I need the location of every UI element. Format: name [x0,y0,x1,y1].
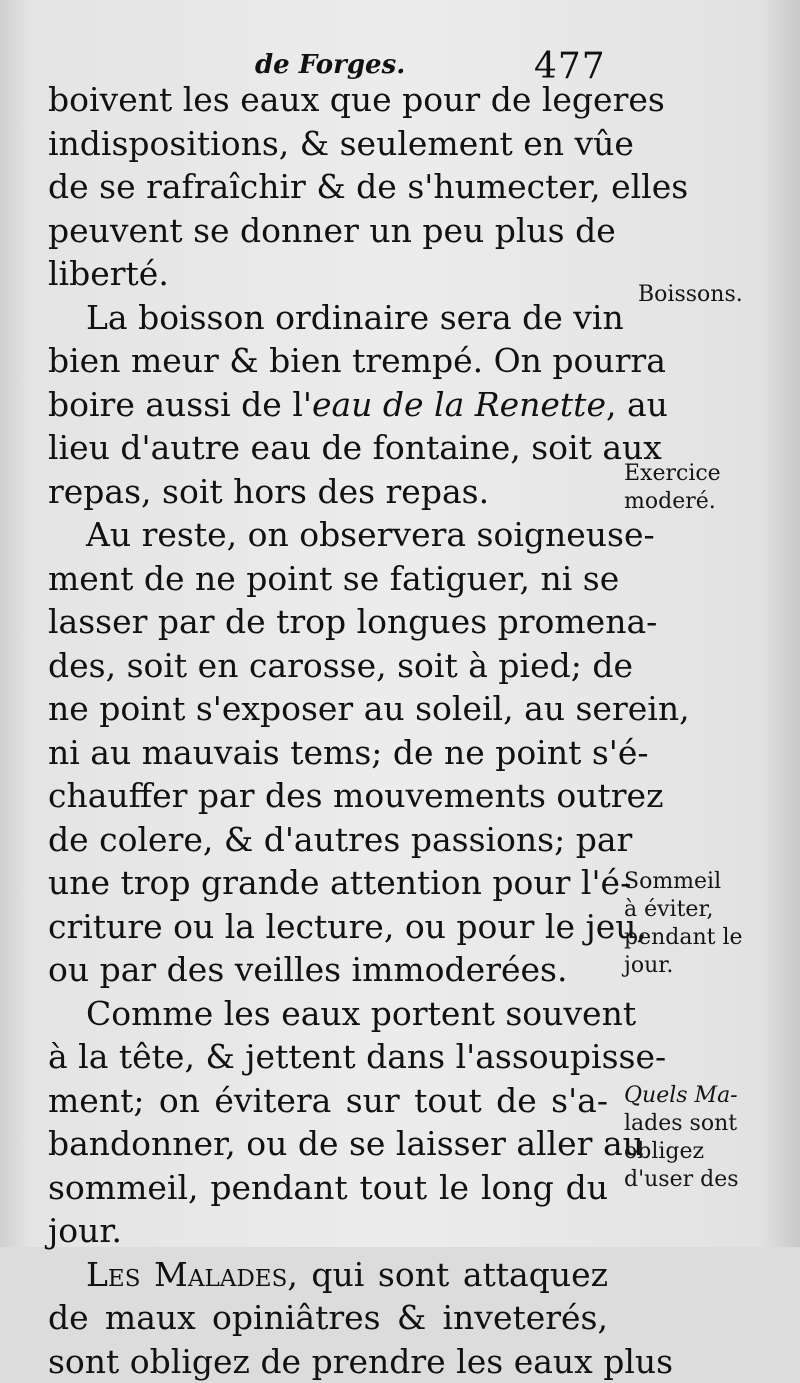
margin-note-line: pendant le [624,924,794,952]
text-line: jour. [48,1209,608,1253]
text-run: , au [606,385,668,424]
text-line: de maux opiniâtres & inveterés, [48,1296,608,1340]
text-line: lieu d'autre eau de fontaine, soit aux [48,426,608,470]
margin-note-line: obligez [624,1138,794,1166]
text-run: , qui sont attaquez [287,1255,608,1294]
running-title: de Forges. [255,50,405,80]
text-line: bandonner, ou de se laisser aller au [48,1122,608,1166]
text-line: liberté. [48,252,608,296]
text-line: Au reste, on observera soigneuse- [48,513,608,557]
text-line: chauffer par des mouvements outrez [48,774,608,818]
text-line: ni au mauvais tems; de ne point s'é- [48,731,608,775]
small-caps-run: Les Malades [86,1255,287,1294]
italic-run: eau de la Renette [312,385,606,424]
margin-note-exercice [624,460,794,516]
margin-note-line: d'user des [624,1166,794,1194]
text-line: repas, soit hors des repas. [48,470,608,514]
page-number: 477 [534,46,606,87]
text-line: ne point s'exposer au soleil, au serein, [48,687,608,731]
margin-note-line: Boissons. [638,281,743,309]
margin-note-line: lades sont [624,1110,794,1138]
margin-note-line: Sommeil [624,868,794,896]
text-line: ou par des veilles immoderées. [48,948,608,992]
text-line: de se rafraîchir & de s'humecter, elles [48,165,608,209]
margin-note-line: jour. [624,952,794,980]
body-text [48,78,608,1383]
text-line [48,1253,608,1297]
text-line: boivent les eaux que pour de legeres [48,78,608,122]
text-line: indispositions, & seulement en vûe [48,122,608,166]
text-line: ment de ne point se fatiguer, ni se [48,557,608,601]
text-line: sont obligez de prendre les eaux plus [48,1340,608,1383]
text-line: ment; on évitera sur tout de s'a- [48,1079,608,1123]
margin-note-boissons [638,281,743,309]
text-line [48,383,608,427]
margin-note-malades [624,1082,794,1194]
text-line: sommeil, pendant tout le long du [48,1166,608,1210]
margin-note-line: moderé. [624,488,794,516]
margin-note-line: à éviter, [624,896,794,924]
text-line: des, soit en carosse, soit à pied; de [48,644,608,688]
text-line: criture ou la lecture, ou pour le jeu, [48,905,608,949]
margin-note-line: Quels Ma- [624,1082,794,1110]
text-line: une trop grande attention pour l'é- [48,861,608,905]
text-line: lasser par de trop longues promena- [48,600,608,644]
text-run: boire aussi de l' [48,385,312,424]
margin-note-sommeil [624,868,794,980]
text-line: bien meur & bien trempé. On pourra [48,339,608,383]
margin-note-line: Exercice [624,460,794,488]
text-line: La boisson ordinaire sera de vin [48,296,608,340]
text-line: de colere, & d'autres passions; par [48,818,608,862]
text-line: Comme les eaux portent souvent [48,992,608,1036]
text-line: peuvent se donner un peu plus de [48,209,608,253]
text-line: à la tête, & jettent dans l'assoupisse- [48,1035,608,1079]
